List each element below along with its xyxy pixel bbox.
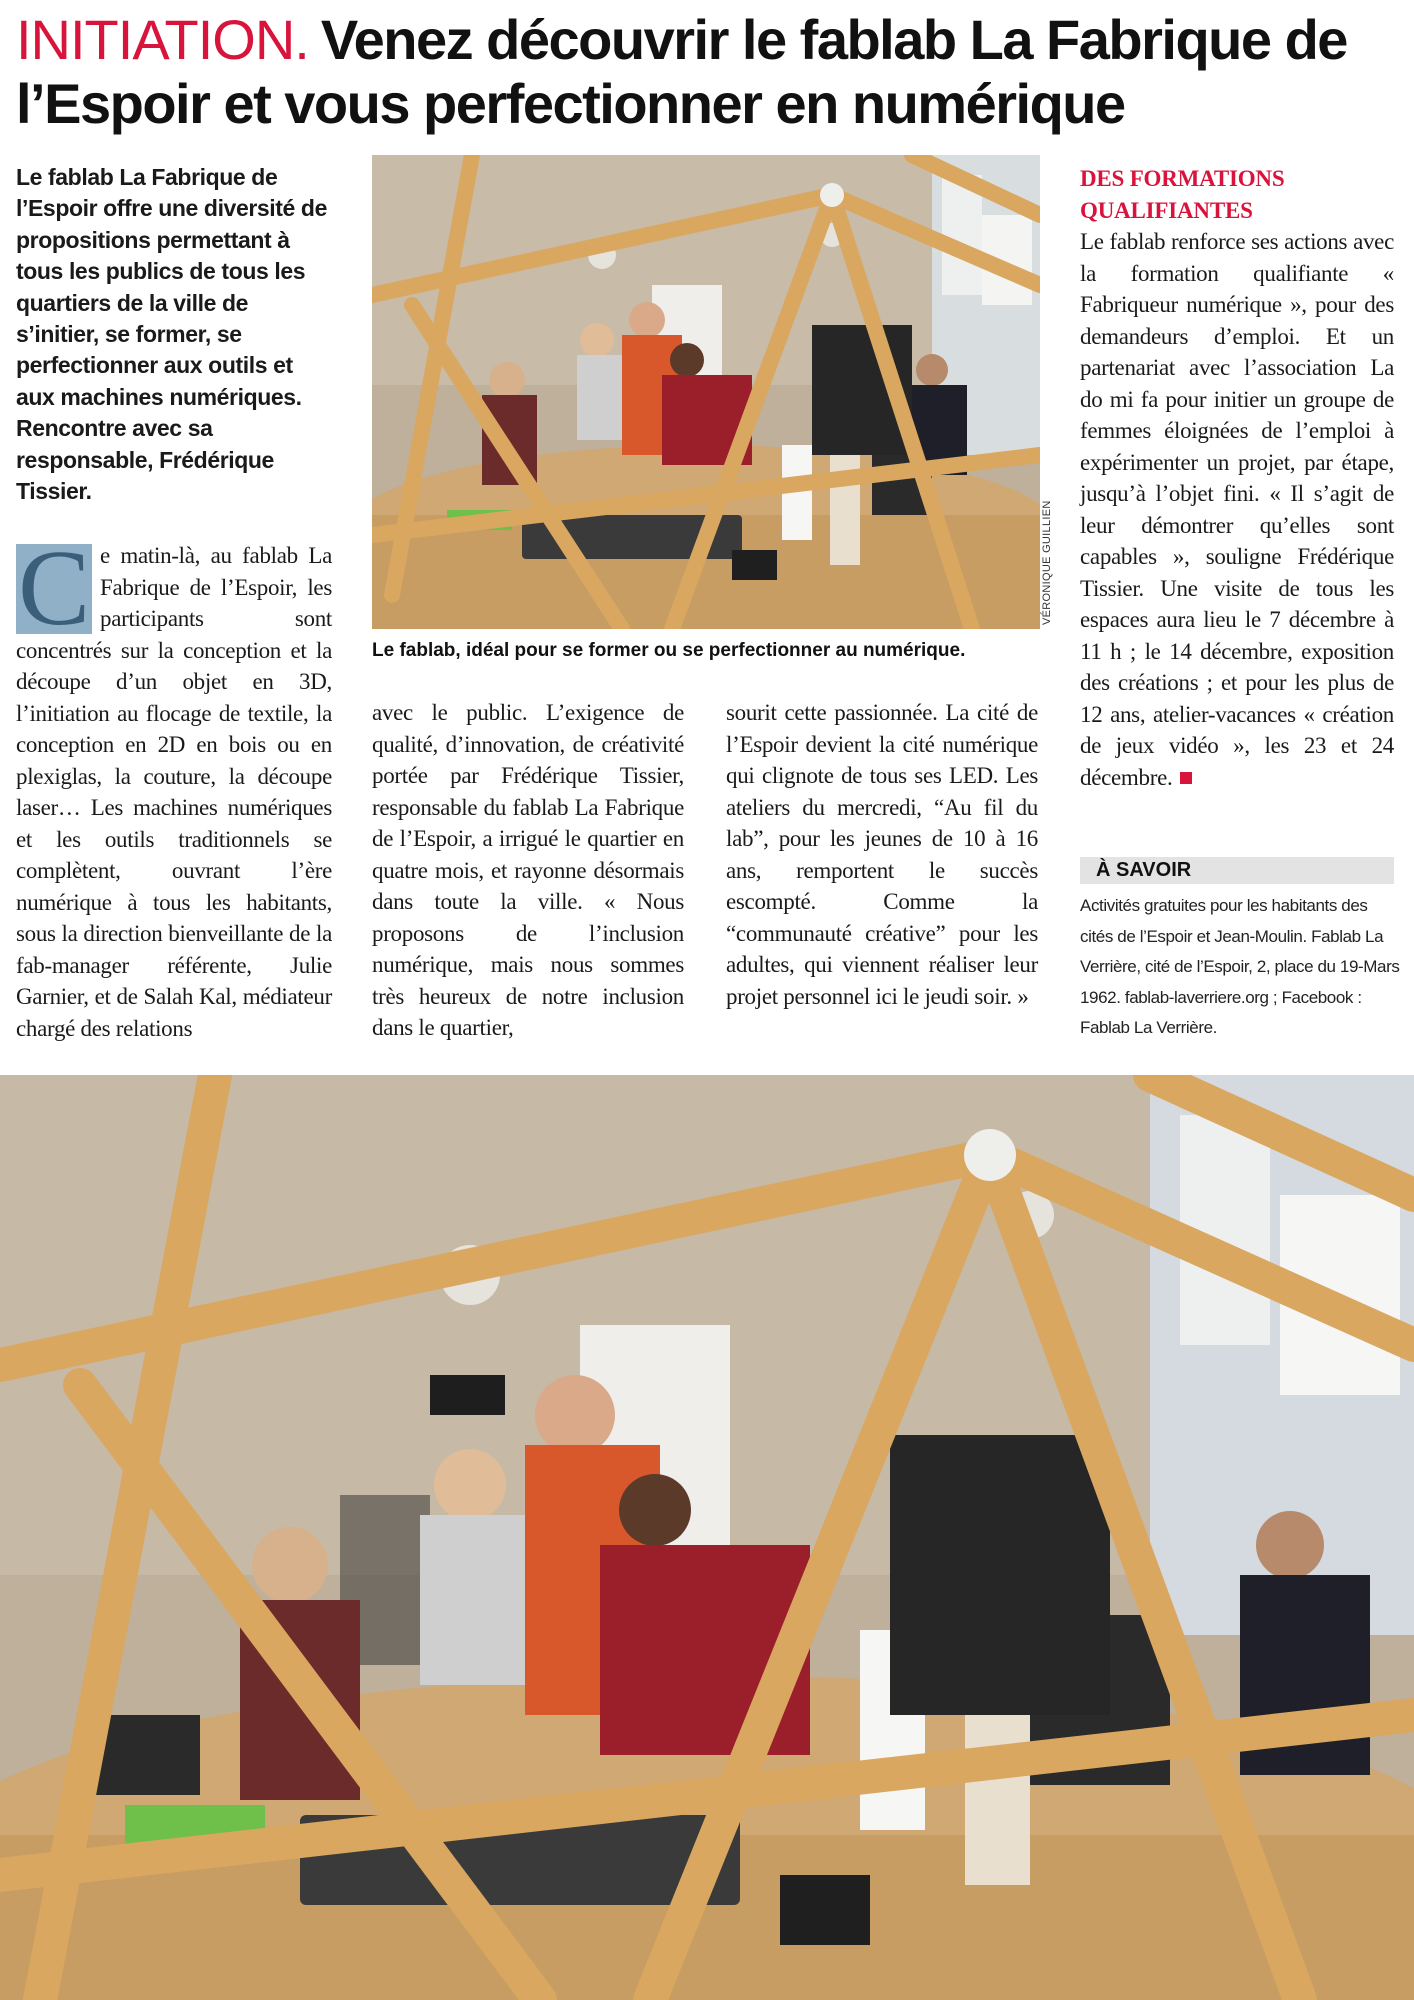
section-heading: DES FORMATIONS QUALIFIANTES bbox=[1080, 166, 1285, 223]
body-text-4: Le fablab renforce ses actions avec la formation qualifiante « Fabriqueur numérique », pour des demandeurs d’emploi. Et un partenariat avec l’association La do mi fa pour initier un groupe de femmes éloignées de l’emploi à expérimenter un projet, par étape, jusqu’à l’objet fini. « Il s’agit de leur démontrer qu’elles sont capables », souligne Frédérique Tissier. Une visite de tous les espaces aura lieu le 7 décembre à 11 h ; le 14 décembre, exposition des créations ; et pour les plus de 12 ans, atelier-vacances « création de jeux vidéo », les 23 et 24 décembre. bbox=[1080, 229, 1394, 790]
end-mark-icon bbox=[1180, 772, 1192, 784]
drop-cap: C bbox=[16, 544, 92, 634]
fablab-photo-large bbox=[0, 1075, 1414, 2000]
fablab-photo-small bbox=[372, 155, 1040, 629]
article-lead: Le fablab La Fabrique de l’Espoir offre une diversité de propositions permettant à tous les publics de tous les quartiers de la ville de s’initier, se former, se perfectionner aux outils et aux machines numériques. Rencontre avec sa responsable, Frédérique Tissier. bbox=[16, 164, 327, 505]
info-box-title: À SAVOIR bbox=[1080, 857, 1394, 884]
body-column-1 bbox=[16, 540, 332, 1044]
body-column-3: sourit cette passionnée. La cité de l’Espoir devient la cité numérique qui clignote de tous ses LED. Les ateliers du mercredi, “Au fil du lab”, pour les jeunes de 10 à 16 ans, remportent le succès escompté. Comme la “communauté créative” pour les adultes, qui viennent réaliser leur projet personnel ici le jeudi soir. » bbox=[726, 700, 1038, 1009]
headline-text: Venez découvrir le fablab La Fabrique de l’Espoir et vous perfectionner en numérique bbox=[16, 8, 1347, 135]
info-box-body: Activités gratuites pour les habitants des cités de l’Espoir et Jean-Moulin. Fablab La Verrière, cité de l’Espoir, 2, place du 19-Mars 1962. fablab-laverriere.org ; Facebook : Fablab La Verrière. bbox=[1080, 896, 1400, 1037]
body-column-4 bbox=[1080, 226, 1394, 793]
article-headline bbox=[16, 8, 1406, 136]
headline-kicker: INITIATION. bbox=[16, 8, 309, 71]
photo-credit: VÉRONIQUE GUILLIEN bbox=[1041, 500, 1053, 625]
body-text-1: e matin-là, au fablab La Fabrique de l’Espoir, les participants sont concentrés sur la conception et la découpe d’un objet en 3D, l’initiation au flocage de textile, la conception en 2D en bois ou en plexiglas, la couture, la découpe laser… Les machines numériques et les outils traditionnels se complètent, ouvrant l’ère numérique à tous les habitants, sous la direction bienveillante de la fab-manager référente, Julie Garnier, et de Salah Kal, médiateur chargé des relations bbox=[16, 543, 332, 1041]
photo-caption: Le fablab, idéal pour se former ou se perfectionner au numérique. bbox=[372, 640, 966, 661]
body-column-2: avec le public. L’exigence de qualité, d’innovation, de créativité portée par Frédérique Tissier, responsable du fablab La Fabrique de l’Espoir, a irrigué le quartier en quatre mois, et rayonne désormais dans toute la ville. « Nous proposons de l’inclusion numérique, mais nous sommes très heureux de notre inclusion dans le quartier, bbox=[372, 700, 684, 1040]
